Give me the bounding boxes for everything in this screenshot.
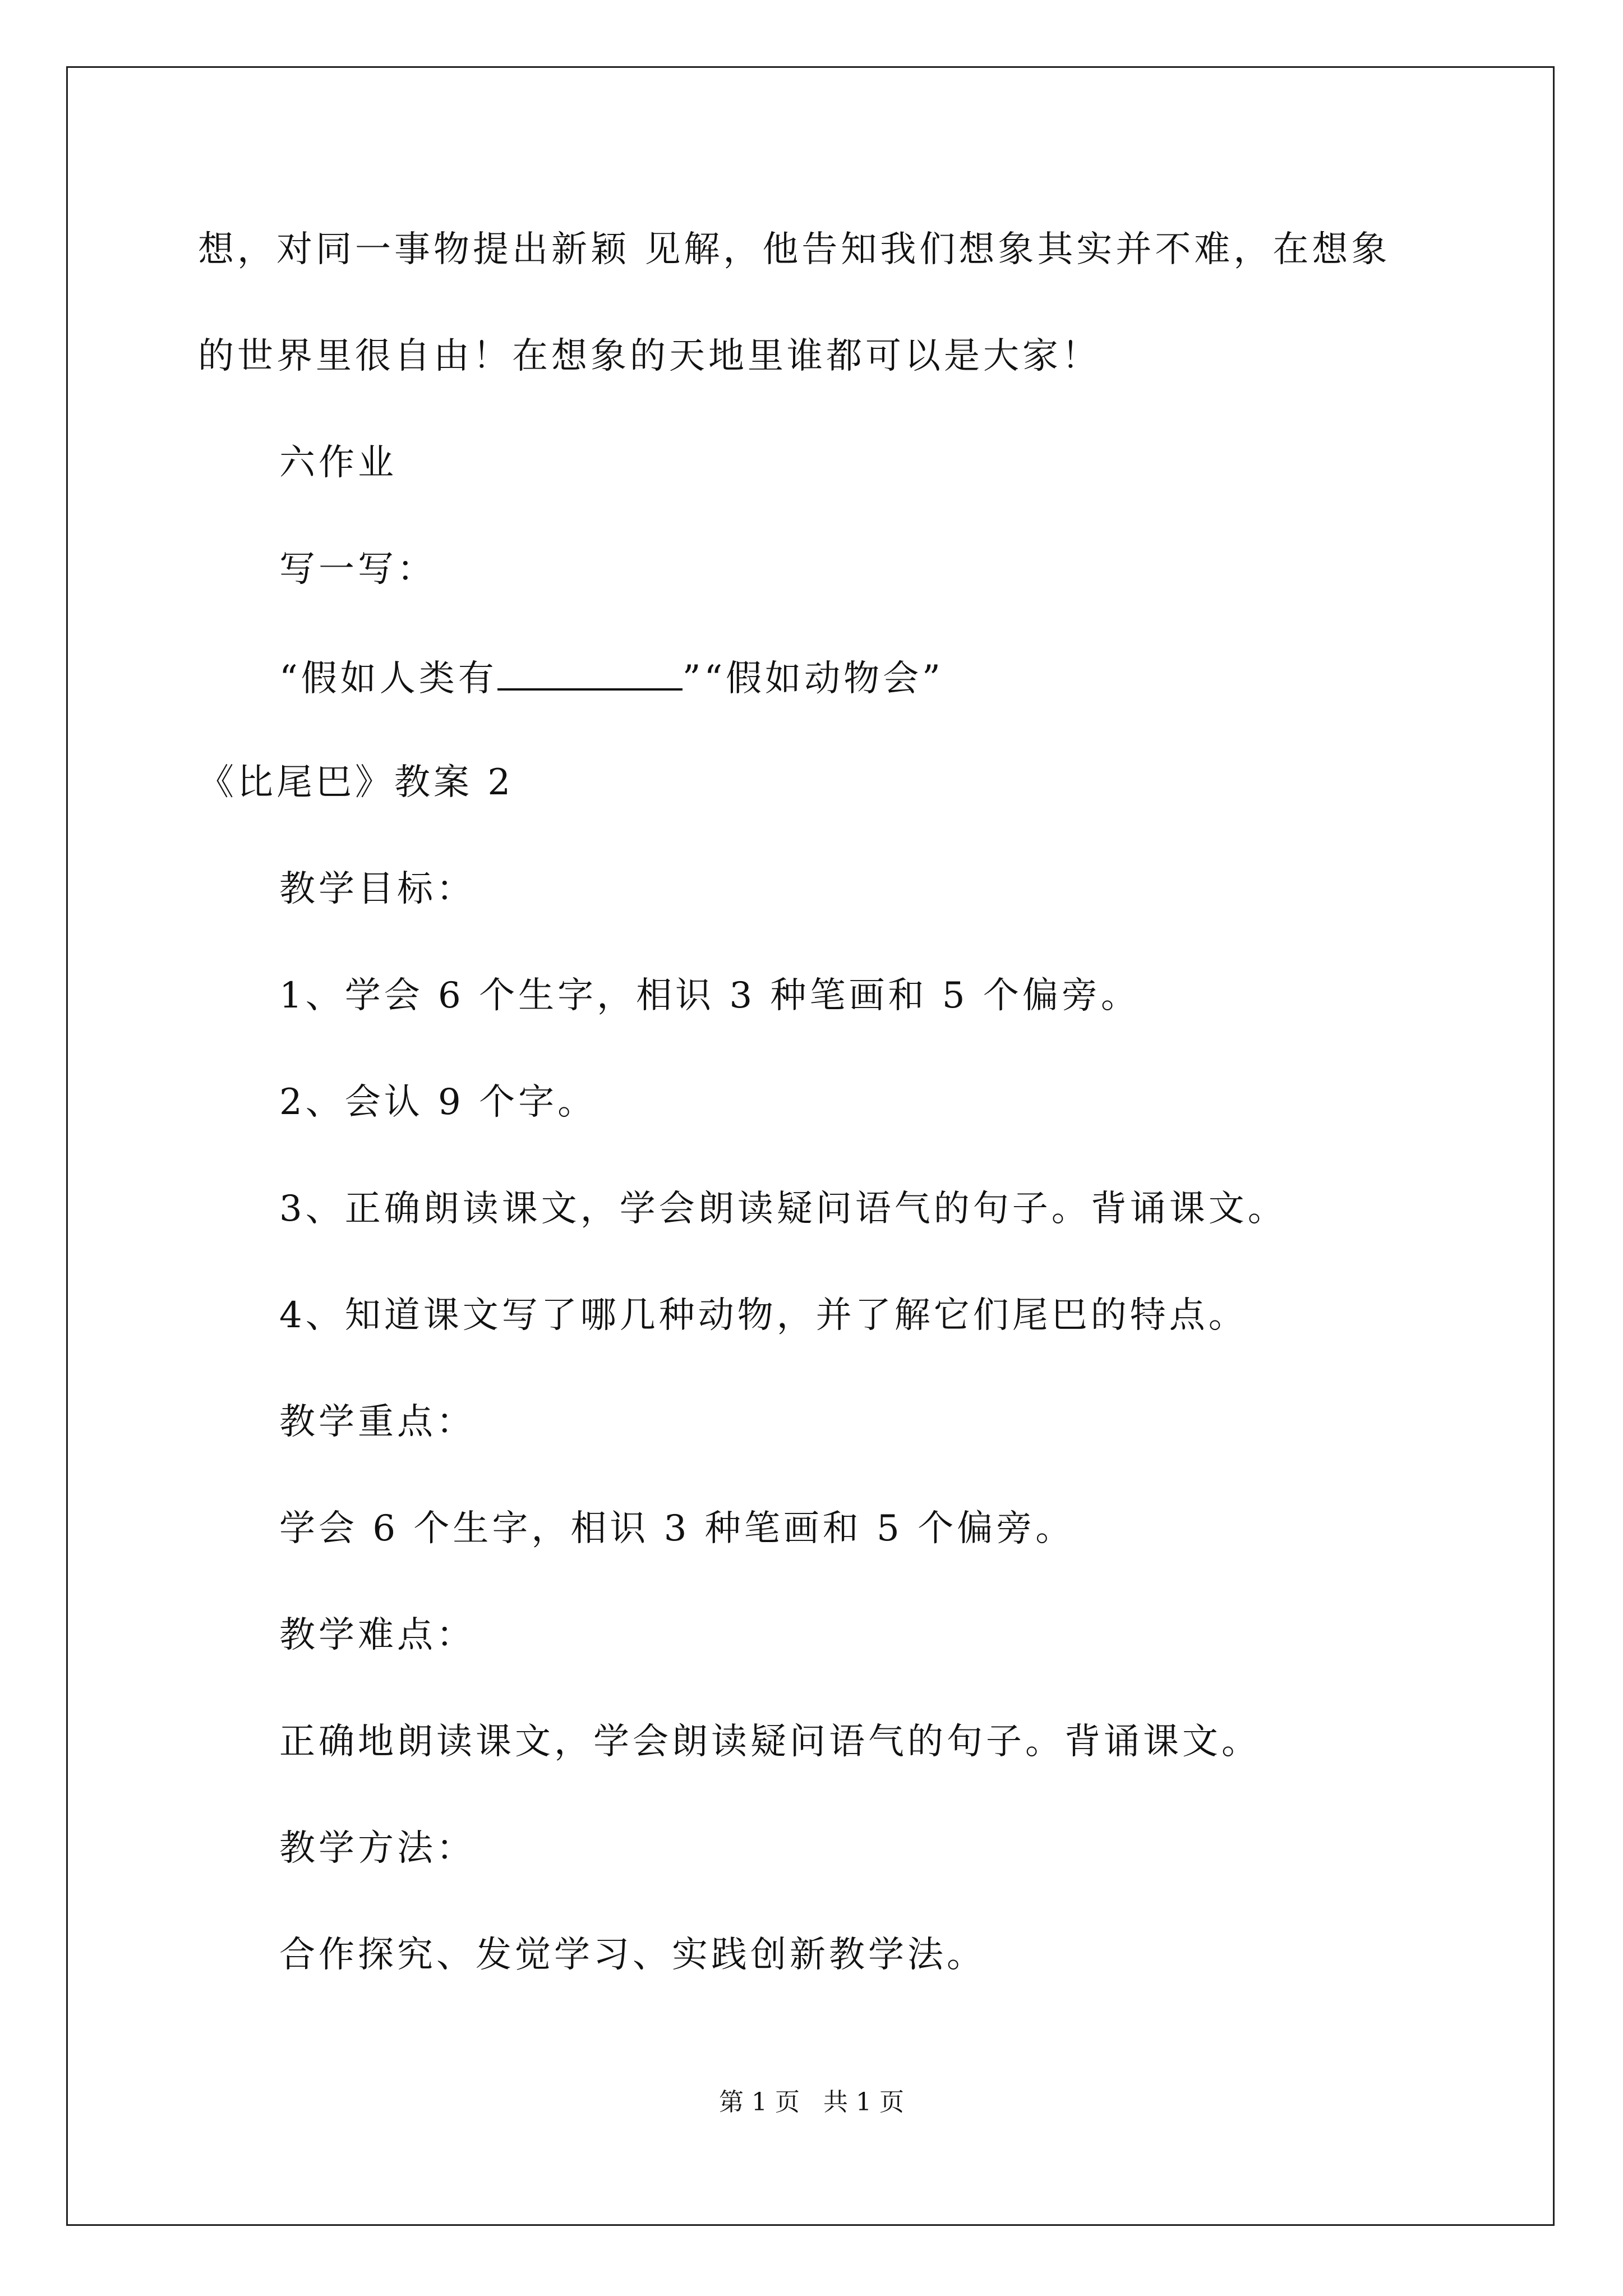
goal-item-3: 3、正确朗读课文，学会朗读疑问语气的句子。背诵课文。	[279, 1188, 1287, 1230]
prompt-part-2: ”“假如动物会”	[682, 658, 944, 700]
goal-item-1: 1、学会 6 个生字，相识 3 种笔画和 5 个偏旁。	[279, 975, 1140, 1016]
paragraph-line-1: 想，对同一事物提出新颖 见解，他告知我们想象其实并不难，在想象	[198, 229, 1391, 270]
paragraph-line-2: 的世界里很自由！在想象的天地里谁都可以是大家！	[198, 335, 1101, 377]
heading-teaching-methods: 教学方法：	[279, 1828, 476, 1869]
lesson-plan-title: 《比尾巴》教案 2	[198, 762, 514, 803]
key-points-text: 学会 6 个生字，相识 3 种笔画和 5 个偏旁。	[279, 1508, 1075, 1549]
teaching-methods-text: 合作探究、发觉学习、实践创新教学法。	[279, 1934, 986, 1976]
goal-item-4: 4、知道课文写了哪几种动物，并了解它们尾巴的特点。	[279, 1295, 1248, 1336]
page-footer: 第 1 页 共 1 页	[719, 2088, 904, 2116]
homework-instruction: 写一写：	[279, 549, 436, 590]
homework-prompt	[279, 654, 944, 701]
heading-teaching-goals: 教学目标：	[279, 868, 476, 910]
heading-key-points: 教学重点：	[279, 1401, 476, 1443]
page-border	[66, 66, 1555, 2226]
section-heading-homework: 六作业	[279, 442, 397, 484]
goal-item-2: 2、会认 9 个字。	[279, 1082, 597, 1123]
fill-in-blank	[497, 654, 683, 691]
difficulties-text: 正确地朗读课文，学会朗读疑问语气的句子。背诵课文。	[279, 1721, 1261, 1763]
heading-difficulties: 教学难点：	[279, 1614, 476, 1656]
prompt-part-1: “假如人类有	[279, 658, 497, 700]
